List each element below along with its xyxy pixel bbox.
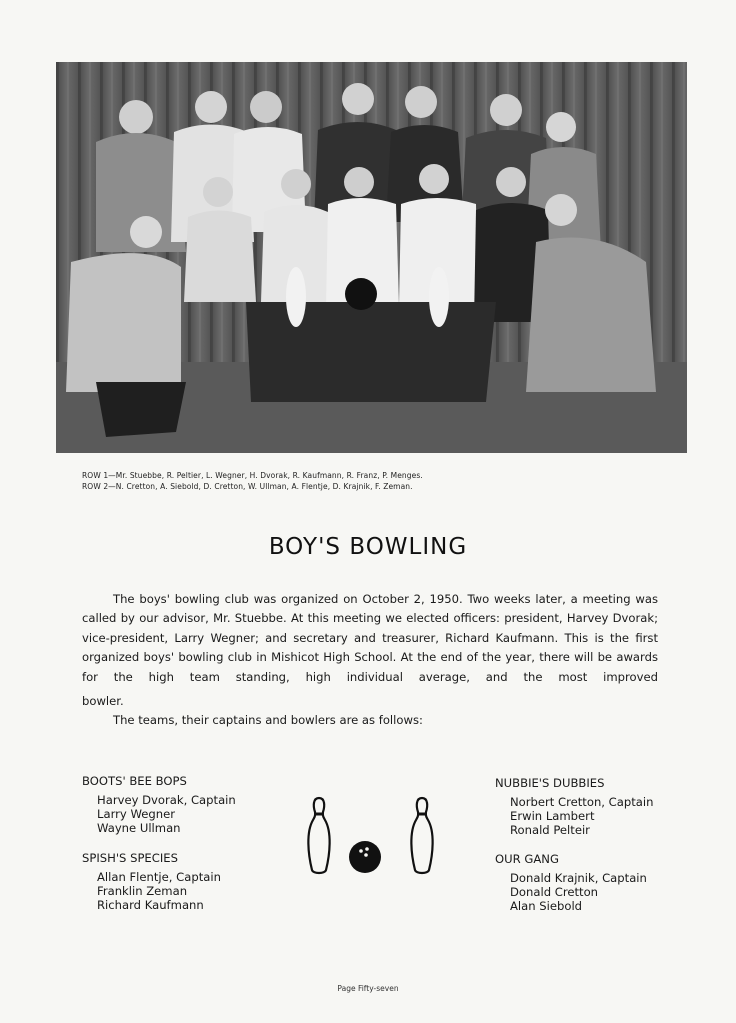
team-boots-bee-bops — [82, 774, 236, 835]
team-name: BOOTS' BEE BOPS — [82, 774, 187, 788]
page-number: Page Fifty-seven — [337, 984, 399, 993]
bowling-ball-icon — [349, 841, 381, 873]
team-member: Larry Wegner — [97, 807, 175, 821]
bowling-illustration — [300, 794, 440, 884]
photo-caption — [82, 470, 682, 492]
team-our-gang — [495, 852, 647, 913]
team-member: Wayne Ullman — [97, 821, 181, 835]
team-spishs-species — [82, 851, 221, 912]
team-member: Donald Krajnik, Captain — [510, 871, 647, 885]
caption-row-1: ROW 1—Mr. Stuebbe, R. Peltier, L. Wegner, H. Dvorak, R. Kaufmann, R. Franz, P. Menges. — [82, 471, 423, 480]
team-name: OUR GANG — [495, 852, 559, 866]
team-member: Ronald Pelteir — [510, 823, 590, 837]
intro-paragraph: The boys' bowling club was organized on October 2, 1950. Two weeks later, a meeting was called by our advisor, Mr. Stuebbe. At this meeting we elected officers: president, Harvey Dvorak; vice-president, Larry Wegner; and secretary and treasurer, Richard Kaufmann. This is the first organized boys' bowling club in Mishicot High School. At the end of the year, there will be awards for the high team standing, high individual average, and the most improved — [82, 592, 658, 684]
team-member: Erwin Lambert — [510, 809, 595, 823]
team-member: Donald Cretton — [510, 885, 599, 899]
team-name: SPISH'S SPECIES — [82, 851, 178, 865]
teams-intro: The teams, their captains and bowlers are as follows: — [113, 713, 423, 727]
bowling-pin-icon — [411, 798, 432, 873]
intro-paragraph-end: bowler. — [82, 694, 124, 708]
bowling-pin-icon — [308, 798, 329, 873]
team-member: Harvey Dvorak, Captain — [97, 793, 236, 807]
team-member: Alan Siebold — [510, 899, 583, 913]
group-photo — [56, 62, 687, 453]
team-member: Franklin Zeman — [97, 884, 188, 898]
team-nubbies-dubbies — [495, 776, 653, 837]
team-member: Allan Flentje, Captain — [97, 870, 221, 884]
team-member: Richard Kaufmann — [97, 898, 204, 912]
caption-row-2: ROW 2—N. Cretton, A. Siebold, D. Cretton, W. Ullman, A. Flentje, D. Krajnik, F. Zeman. — [82, 482, 413, 491]
page-title: BOY'S BOWLING — [268, 534, 468, 560]
team-name: NUBBIE'S DUBBIES — [495, 776, 605, 790]
team-member: Norbert Cretton, Captain — [510, 795, 654, 809]
